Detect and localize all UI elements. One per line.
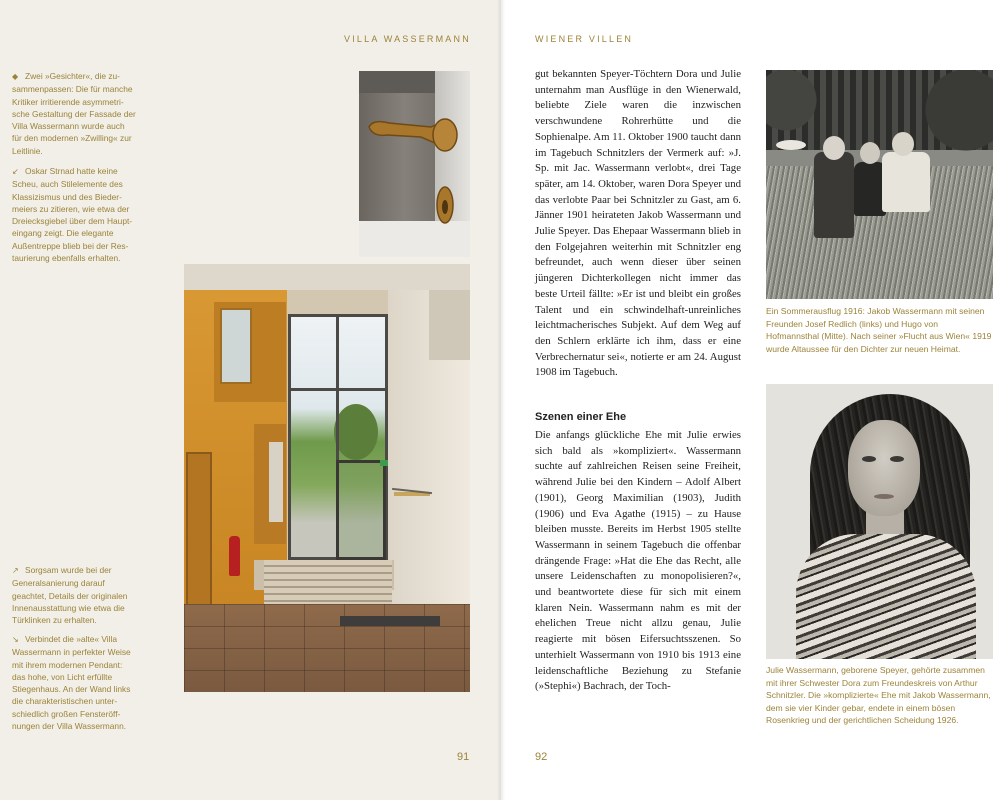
note-line: Villa Wassermann wurde auch: [12, 121, 125, 132]
diamond-icon: ◆: [12, 72, 19, 81]
note-line: Klassizismus und des Bieder-: [12, 191, 122, 202]
arrow-down-left-icon: ↙: [12, 167, 19, 176]
note-line: Kritiker irritierende asymmetri-: [12, 96, 124, 107]
note-line: Außentreppe blieb bei der Res-: [12, 240, 129, 251]
glass-door: [336, 460, 386, 560]
brass-handle-icon: [359, 71, 470, 257]
note-line: Generalsanierung darauf: [12, 578, 105, 589]
note-line: Türklinken zu erhalten.: [12, 615, 97, 626]
staircase-photo: [184, 264, 470, 692]
arrow-up-right-icon: ↗: [12, 566, 19, 575]
note-line: schiedlich großen Fensteröff-: [12, 708, 121, 719]
note-line: Innenausstattung wie etwa die: [12, 602, 125, 613]
section-heading: Szenen einer Ehe: [535, 411, 627, 423]
hat: [776, 140, 806, 150]
note-line: Sorgsam wurde bei der: [25, 565, 112, 575]
note-line: nungen der Villa Wassermann.: [12, 721, 127, 732]
person-right-head: [892, 132, 914, 156]
book-gutter: [497, 0, 505, 800]
page-number-left: 91: [457, 751, 470, 763]
face: [848, 420, 920, 516]
note-line: sammenpassen: Die für manche: [12, 84, 133, 95]
note-line: eingang zeigt. Die elegante: [12, 228, 114, 239]
person-left: [814, 152, 854, 238]
window-transom: [288, 388, 388, 391]
caption-portrait: Julie Wassermann, geborene Speyer, gehörte zusammen mit ihrer Schwester Dora zum Freundeskreis von Arthur Schnitzler. Die »komplizierte« Ehe mit Jakob Wassermann, dem sie vier Kinder gebar, endete in einem bösen Rosenkrieg und der gerichtlichen Scheidung 1926.: [766, 665, 991, 726]
side-note-renovation: [12, 564, 170, 626]
eye-right: [890, 456, 904, 462]
pillar-window: [269, 442, 283, 522]
summer-outing-photo: [766, 70, 993, 299]
note-line: Oskar Strnad hatte keine: [25, 166, 118, 176]
note-line: die charakteristischen unter-: [12, 696, 118, 707]
caption-summer-outing: Ein Sommerausflug 1916: Jakob Wassermann mit seinen Freunden Josef Redlich (links) und Hugo von Hofmannsthal (Mitte). Nach seiner »Flucht aus Wien« 1919 wurde Altaussee für den Dichter zur neuen Heimat.: [766, 306, 992, 354]
page-number-right: 92: [535, 751, 548, 763]
stairs: [264, 560, 392, 604]
body-paragraph-top: gut bekannten Speyer-Töchtern Dora und Julie unternahm man Ausflüge in den Wienerwald, beliebte Ziele waren die inzwischen verschwundene Rohrerhütte und die Sophienalpe. Am 11. Oktober 1900 taucht dann im Tagebuch Schnitzlers der Vermerk auf: »J. Sp. mit Jac. Wassermann verlobt«, drei Tage später, am 14. Oktober, waren Dora Speyer und das verlobte Paar bei Schnitzler zu Gast, am 6. Jänner 1901 heirateten Jakob Wassermann und Julie Speyer. Das Ehepaar Wassermann blieb in den Folgejahren weiterhin mit Schnitzler eng befreundet, auch wenn dieser über seinen jüngeren Dichterkollegen nicht immer das beste Urteil fällte: »Er ist und bleibt ein großes Talent und ein schwindelhaft-unreinliches leichtmacherisches Subjekt. Auf dem Weg auf den Schlern erklärte ich ihm, dass er eine Verbrechernatur sei«, notierte er am 24. August 1908 im Tagebuch.: [535, 68, 741, 379]
note-line: taurierung ebenfalls erhalten.: [12, 253, 121, 264]
note-line: Verbindet die »alte« Villa: [25, 634, 118, 644]
tree: [334, 404, 378, 460]
note-line: meiers zu zitieren, wie etwa der: [12, 203, 130, 214]
note-line: Scheu, auch Stilelemente des: [12, 179, 123, 190]
wall-recess: [429, 290, 470, 360]
note-line: Stiegenhaus. An der Wand links: [12, 684, 131, 695]
fire-extinguisher-icon: [229, 536, 240, 576]
note-line: geachtet, Details der originalen: [12, 590, 128, 601]
person-middle-head: [860, 142, 880, 164]
note-line: Dreiecksgiebel über dem Haupt-: [12, 216, 133, 227]
side-note-strnad: [12, 165, 170, 264]
note-line: für den modernen »Zwilling« zur: [12, 133, 132, 144]
person-left-head: [823, 136, 845, 160]
running-head-right: WIENER VILLEN: [535, 34, 634, 44]
door-mat: [340, 616, 440, 626]
side-note-staircase: [12, 633, 170, 732]
wall-window: [220, 308, 252, 384]
note-line: das hohe, von Licht erfüllte: [12, 671, 113, 682]
patterned-blouse: [796, 534, 976, 659]
note-line: mit ihrem modernen Pendant:: [12, 659, 123, 670]
note-line: Zwei »Gesichter«, die zu-: [25, 71, 120, 81]
body-paragraph-bottom: Die anfangs glückliche Ehe mit Julie erwies sich bald als »kompliziert«. Wassermann suchte auf zahlreichen Reisen seine Freiheit, während Julie bei den Kindern – Adolf Albert (1901), Georg Maximilian (1903), Judith (1906) und Eva Agathe (1915) – zu Hause bleiben musste. Bereits im Herbst 1905 stellte Wassermann in seinem Tagebuch die offenbar drängende Frage: »Hat die Ehe das Recht, alle unsere Leidenschaften zu monopolisieren?«, und beantwortete diese für sich mit einem klaren Nein. Wassermann nahm es mit der ehelichen Treue nicht allzu genau, Julie reagierte mit bösen Eifersuchtsszenen. So unterhielt Wassermann von 1910 bis 1913 eine leidenschaftliche Beziehung zu Stefanie (»Stephi«) Bachrach, der Toch-: [535, 429, 741, 693]
note-line: Leitlinie.: [12, 145, 43, 156]
eye-left: [862, 456, 876, 462]
side-note-facade: [12, 70, 170, 157]
note-line: sche Gestaltung der Fassade der: [12, 108, 136, 119]
arrow-down-right-icon: ↘: [12, 635, 19, 644]
door-handle-photo: [359, 71, 470, 257]
person-right: [882, 152, 930, 212]
ceiling: [184, 264, 470, 290]
mouth: [874, 494, 894, 499]
note-line: Wassermann in perfekter Weise: [12, 647, 131, 658]
julie-portrait-photo: [766, 384, 993, 659]
running-head-left: VILLA WASSERMANN: [344, 34, 471, 44]
